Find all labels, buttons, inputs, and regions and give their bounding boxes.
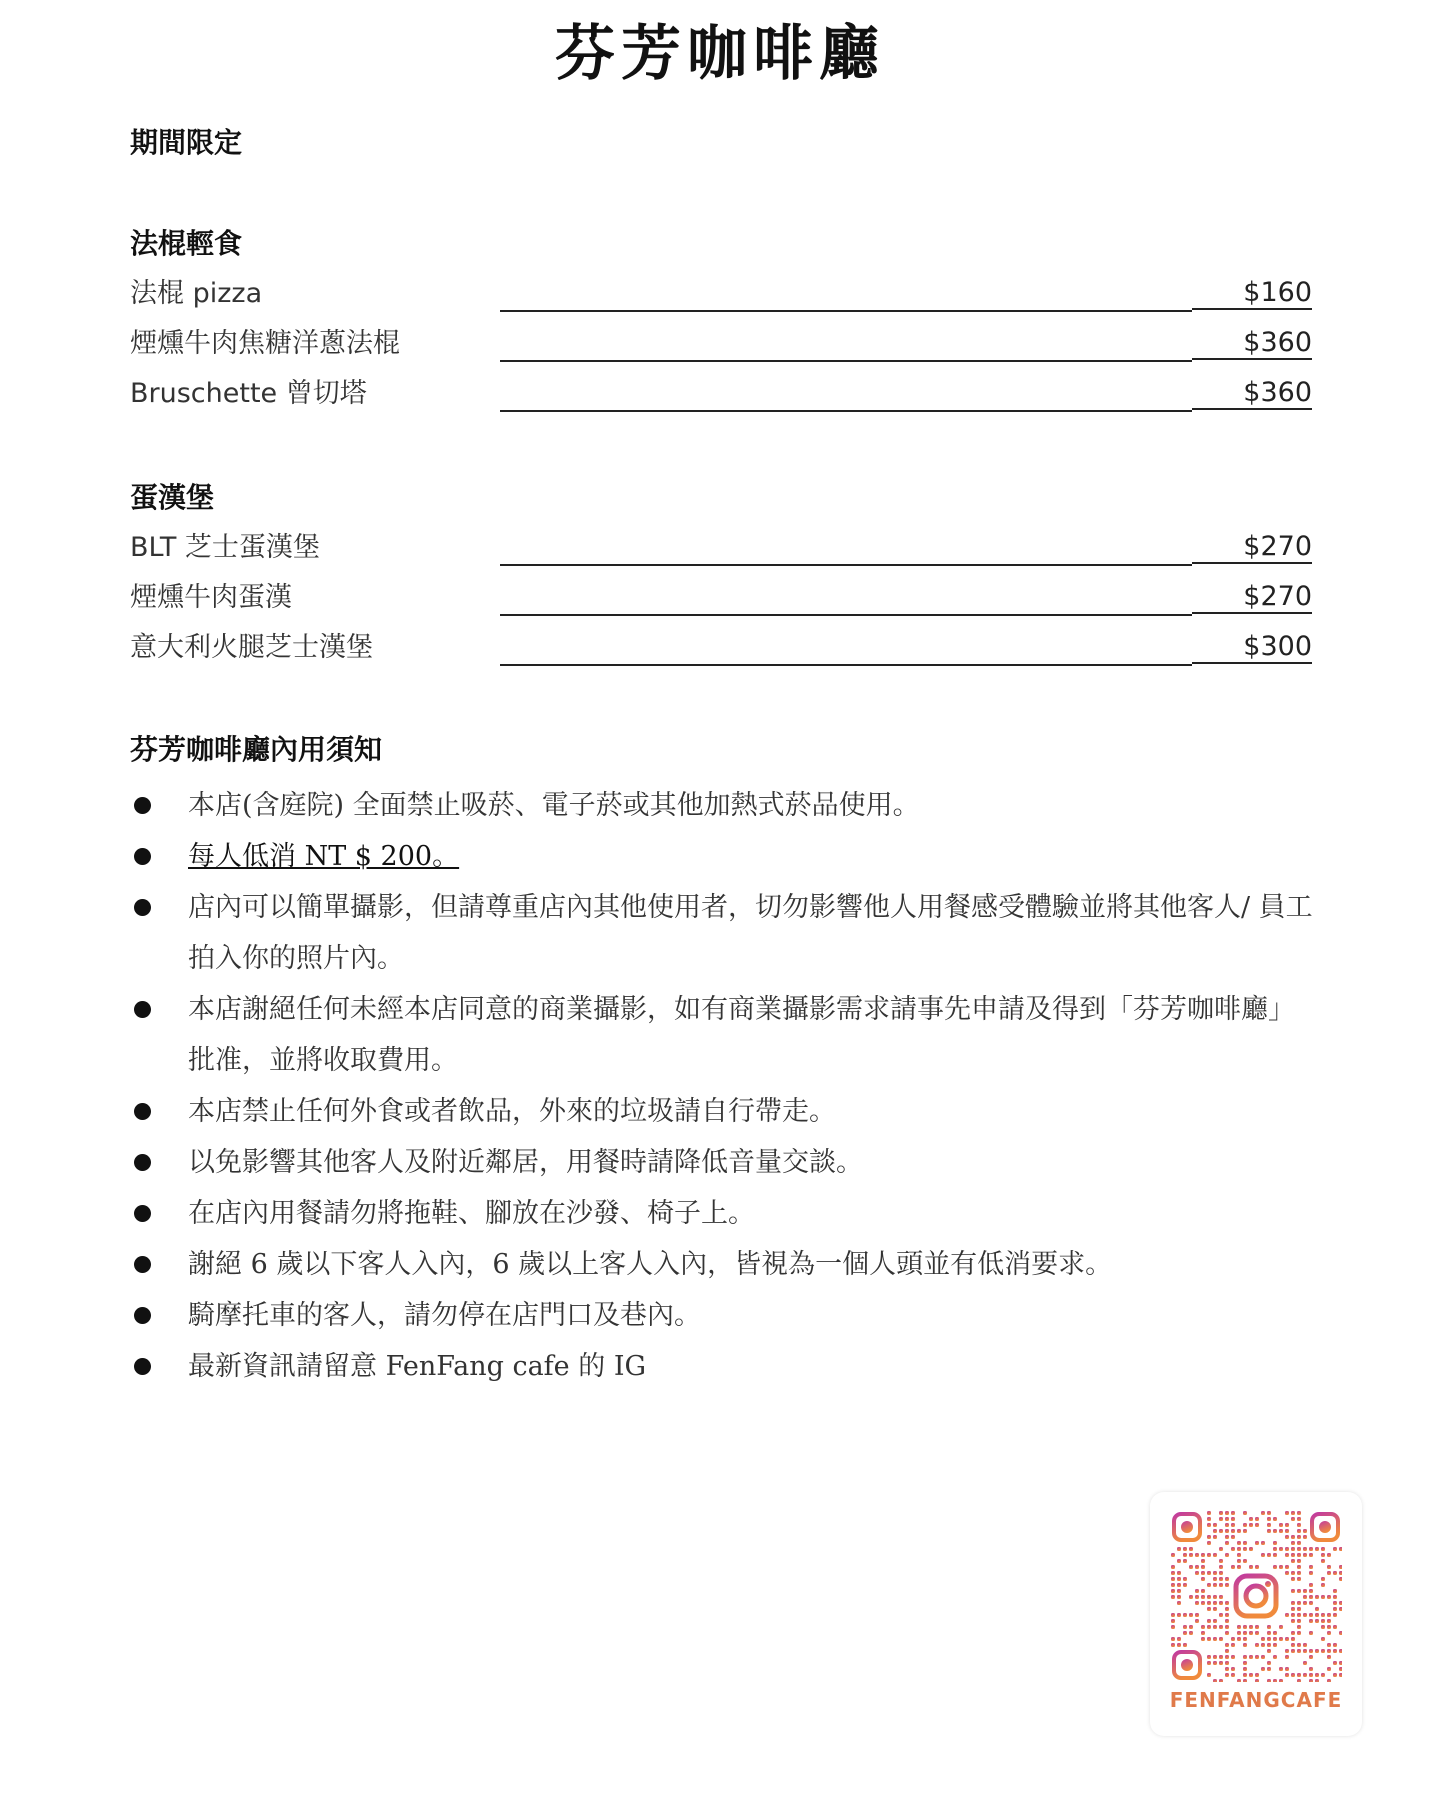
leader-line <box>500 360 1192 362</box>
instagram-qr-card[interactable] <box>1150 1492 1362 1736</box>
notice-item: 店內可以簡單攝影，但請尊重店內其他使用者，切勿影響他人用餐感受體驗並將其他客人/ 員工拍入你的照片內。 <box>130 882 1315 984</box>
menu-item <box>130 370 1312 414</box>
notice-item: 本店禁止任何外食或者飲品，外來的垃圾請自行帶走。 <box>130 1086 1315 1137</box>
leader-line <box>500 564 1192 566</box>
bullet-icon <box>134 899 151 916</box>
menu-item-price: $300 <box>1192 631 1312 664</box>
notice-item: 在店內用餐請勿將拖鞋、腳放在沙發、椅子上。 <box>130 1188 1315 1239</box>
bullet-icon <box>134 1307 151 1324</box>
notice-heading: 芬芳咖啡廳內用須知 <box>130 733 383 766</box>
menu-item-name: BLT 芝士蛋漢堡 <box>130 532 320 563</box>
menu-item-price: $360 <box>1192 377 1312 410</box>
menu-item-name: 意大利火腿芝士漢堡 <box>130 632 373 663</box>
notice-item: 最新資訊請留意 FenFang cafe 的 IG <box>130 1341 1315 1392</box>
bullet-icon <box>134 1154 151 1171</box>
notice-item: 謝絕 6 歲以下客人入內，6 歲以上客人入內，皆視為一個人頭並有低消要求。 <box>130 1239 1315 1290</box>
bullet-icon <box>134 797 151 814</box>
menu-item <box>130 574 1312 618</box>
leader-line <box>500 614 1192 616</box>
notice-item: 以免影響其他客人及附近鄰居，用餐時請降低音量交談。 <box>130 1137 1315 1188</box>
leader-line <box>500 310 1192 312</box>
notice-item-min-charge: 每人低消 NT $ 200。 <box>130 831 1315 882</box>
instagram-icon <box>1232 1572 1280 1620</box>
menu-item-name: 法棍 pizza <box>130 278 263 309</box>
qr-code[interactable] <box>1170 1510 1342 1682</box>
menu-item-price: $160 <box>1192 277 1312 310</box>
menu-item-name: 煙燻牛肉蛋漢 <box>130 582 292 613</box>
bullet-icon <box>134 1256 151 1273</box>
leader-line <box>500 410 1192 412</box>
menu-item-price: $270 <box>1192 531 1312 564</box>
menu-item <box>130 524 1312 568</box>
section-heading-baguette: 法棍輕食 <box>130 227 243 260</box>
notice-item: 本店謝絕任何未經本店同意的商業攝影，如有商業攝影需求請事先申請及得到「芬芳咖啡廳」批准，並將收取費用。 <box>130 984 1315 1086</box>
limited-label: 期間限定 <box>130 126 243 159</box>
menu-item-name: 煙燻牛肉焦糖洋蔥法棍 <box>130 328 400 359</box>
menu-item <box>130 320 1312 364</box>
bullet-icon <box>134 1205 151 1222</box>
qr-label: FENFANGCAFE <box>1169 1688 1343 1712</box>
menu-item-price: $360 <box>1192 327 1312 360</box>
menu-item <box>130 270 1312 314</box>
bullet-icon <box>134 1358 151 1375</box>
notice-item: 本店(含庭院) 全面禁止吸菸、電子菸或其他加熱式菸品使用。 <box>130 780 1315 831</box>
bullet-icon <box>134 1001 151 1018</box>
menu-item <box>130 624 1312 668</box>
bullet-icon <box>134 1103 151 1120</box>
bullet-icon <box>134 848 151 865</box>
section-heading-egg-burger: 蛋漢堡 <box>130 481 215 514</box>
cafe-title: 芬芳咖啡廳 <box>555 19 885 89</box>
menu-item-price: $270 <box>1192 581 1312 614</box>
notice-list <box>130 780 1315 1392</box>
leader-line <box>500 664 1192 666</box>
notice-item: 騎摩托車的客人，請勿停在店門口及巷內。 <box>130 1290 1315 1341</box>
menu-item-name: Bruschette 曾切塔 <box>130 378 367 409</box>
